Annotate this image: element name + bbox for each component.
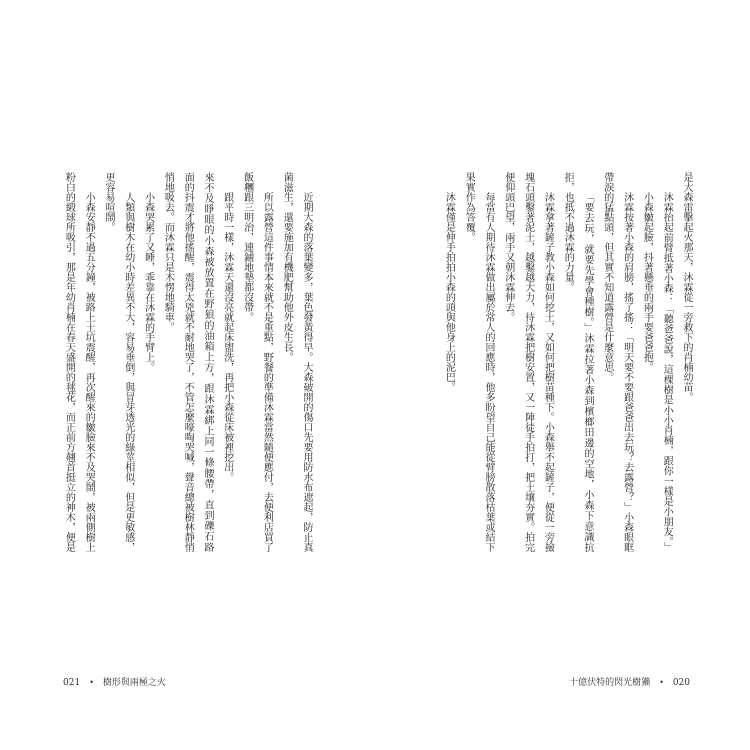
text-column: 更容易喧鬧。: [103, 172, 114, 232]
right-page: [375, 0, 750, 750]
running-title: 十億伏特的閃光樹獺: [569, 678, 651, 688]
page-footer: [63, 677, 166, 689]
text-column: 小森哭累了又睡，乖靠在沐霖的手臂上。: [142, 192, 154, 372]
running-title: 樹形與兩極之火: [102, 678, 166, 688]
text-column: 悄地吸去。而沐霖只是木愣地騎車。: [162, 172, 174, 332]
text-column: 「要去玩，就要先學會種樹。」沐霖拉著小森到檳榔田邊的空地，小森下意識抗: [582, 192, 593, 552]
text-column: 小森安靜不過五分鐘，被路上土坑震醒，再次醒來的皺臉來不及哭鬧，被兩側樹上: [83, 192, 95, 552]
text-column: 帶淚的猛點頭，但其實不知道露營是什麼意思。: [601, 172, 613, 382]
text-column: 每當有人期待沐霖做出屬於常人的回應時，他多盼望自己能從臂膀散落枯葉或結下: [483, 192, 494, 552]
text-column: 面的抖震才將他搖醒，震得太兇就不耐地哭了，不管怎麼嚎啕哭喊，聲音總被樹林靜悄: [182, 172, 194, 552]
text-column: 便仰頭巴望，兩手又朝沐霖伸去。: [502, 172, 514, 322]
text-column: 粉白的緞球所吸引，那是年幼肖楠在春天盛開的毬花，而正前方翹首挺立的神木，便是: [63, 172, 75, 552]
text-column: 來不及睜眼的小森被放置在野狼的油箱上方，跟沐霖綁上同一條腰帶，直到礫石路: [202, 172, 213, 552]
text-column: 飯糰跟三明治，連鋪地墊都沒帶。: [241, 172, 253, 322]
text-column: 拒，也抵不過沐霖的力量。: [562, 172, 574, 292]
text-column: 沐霖抬起前臂抵著小森：「聽爸爸說，這棵樹是小小肖楠，跟你一樣是小朋友。」: [661, 192, 673, 552]
page-footer: [569, 677, 690, 689]
text-column: 塊石頭鑿著泥土，越鑿越大力，待沐霖把樹安置，又一陣徒手拍打，把土壤夯實。拍完: [522, 172, 534, 552]
text-column: 跟平時一樣，沐霖天還沒亮就起床盥洗，再把小森從床被裡挖出。: [221, 192, 233, 482]
text-column: 沐霖僅是伸手拍拍小森的頭與他身上的泥巴。: [443, 192, 455, 392]
text-column: 近期大森的落葉變多，葉色發黃得早。大森破開的傷口先要用防水布遮起，防止真: [301, 192, 312, 552]
text-column: 果實作為答覆。: [463, 172, 475, 242]
footer-separator: •: [659, 678, 664, 687]
text-column: 菌滋生，還要施加有機肥幫助他外皮生長。: [281, 172, 293, 362]
text-column: 所以露營這件事情本來就不是重點，野餐的準備沐霖當然隨便應付，去便利店買了: [261, 192, 273, 552]
page-number: 021: [63, 678, 81, 688]
footer-separator: •: [89, 678, 94, 687]
text-column: 人類與樹木在幼小時差異不大，容易垂倒，與冒芽透光的綠莖相似，但是更敏感，: [122, 192, 134, 552]
text-column: 是大森雷擊起火那天，沐霖從一旁救下的肖楠幼苗。: [681, 172, 692, 402]
text-column: 小森皺起臉，抖著懸垂的兩手要爸爸抱。: [641, 192, 653, 372]
page-number: 020: [672, 678, 690, 688]
text-column: 沐霖按著小森的肩膀，搖了搖：「明天要不要跟爸爸出去玩？去露營？」小森眼眶: [621, 192, 633, 552]
text-column: 沐霖拿著鏟子教小森如何挖土，又如何把樹苗種下。小森舉不起鏟子，便從一旁撿: [542, 192, 554, 552]
